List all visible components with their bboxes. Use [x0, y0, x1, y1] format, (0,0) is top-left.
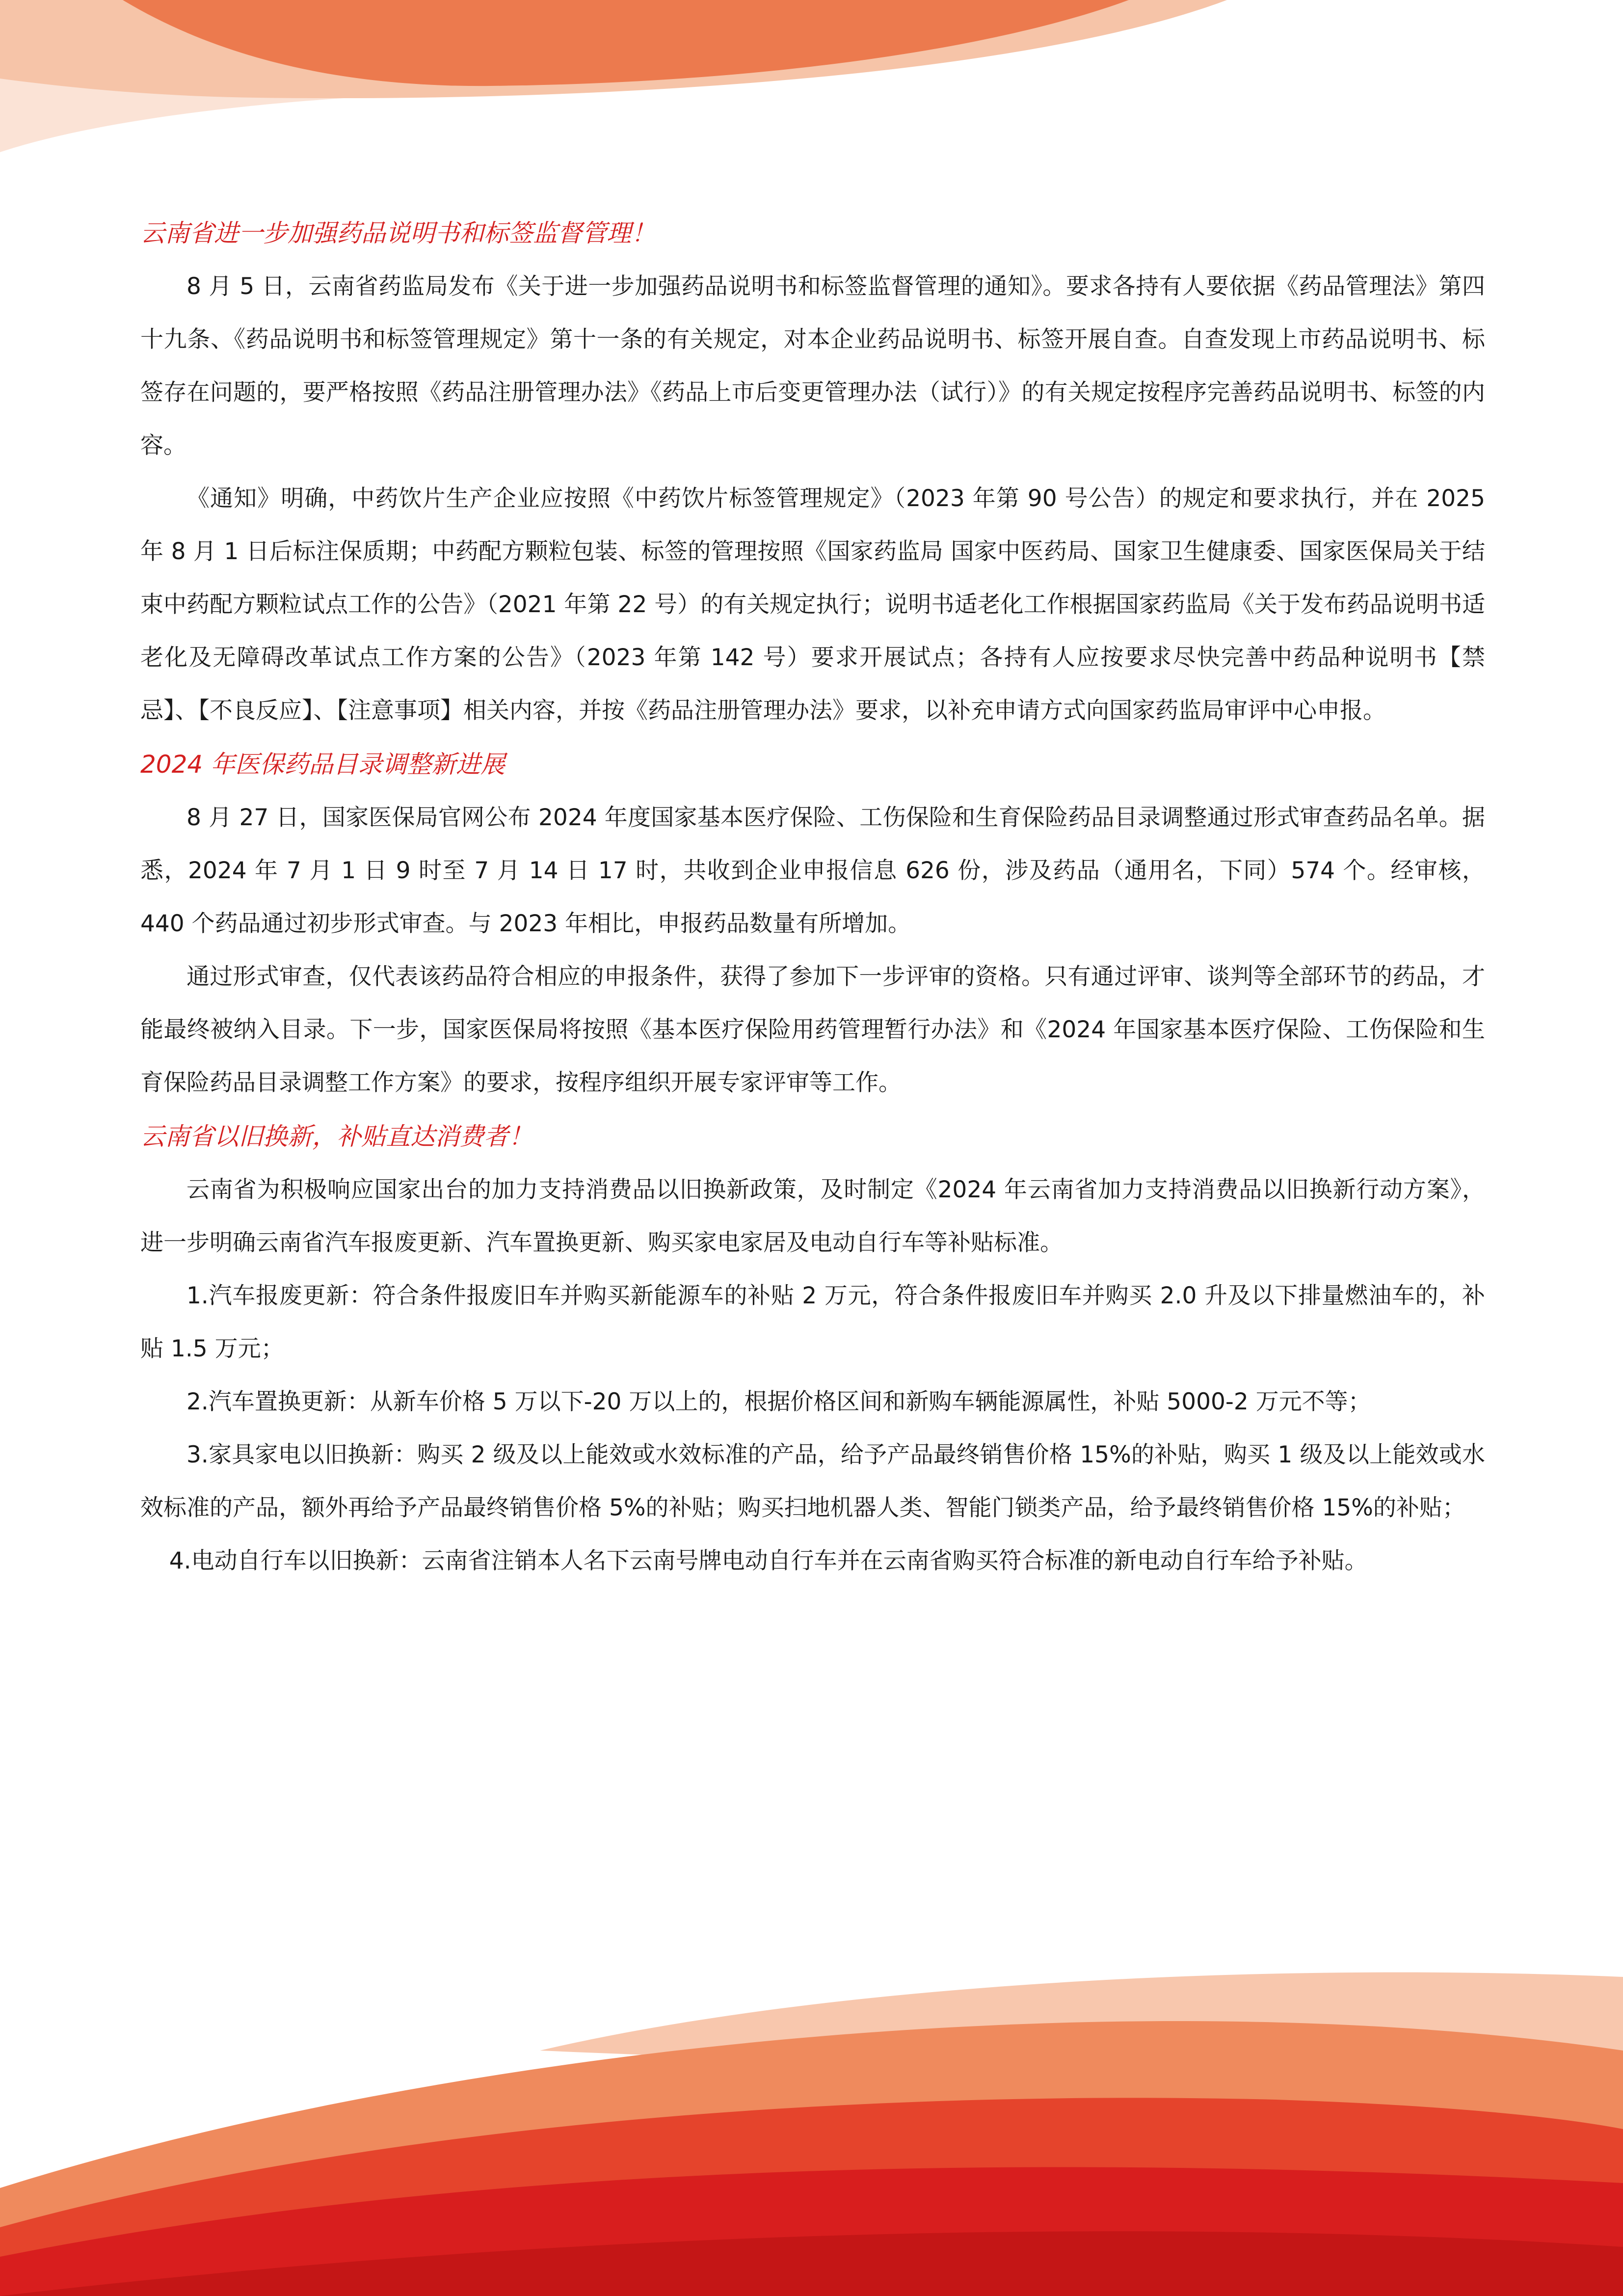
list-item: 2.汽车置换更新：从新车价格 5 万以下-20 万以上的，根据价格区间和新购车辆能源属性，补贴 5000-2 万元不等； [186, 1388, 1371, 1415]
paragraph: 《通知》明确，中药饮片生产企业应按照《中药饮片标签管理规定》（2023 年第 90 号公告）的规定和要求执行，并在 2025 年 8 月 1 日后标注保质期；中药配方颗粒包装、标签的管理按照《国家药监局 国家中医药局、国家卫生健康委、国家医保局关于结束中药配方颗粒试点工作的公告》（2021 年第 22 号）的有关规定执行；说明书适老化工作根据国家药监局《关于发布药品说明书适老化及无障碍改革试点工作方案的公告》（2023 年第 142 号）要求开展试点；各持有人应按要求尽快完善中药品种说明书【禁忌】、【不良反应】、【注意事项】相关内容，并按《药品注册管理办法》要求，以补充申请方式向国家药监局审评中心申报。 [140, 485, 1485, 724]
bottom-wave-decoration [0, 1952, 1623, 2296]
paragraph: 8 月 5 日，云南省药监局发布《关于进一步加强药品说明书和标签监督管理的通知》。要求各持有人要依据《药品管理法》第四十九条、《药品说明书和标签管理规定》第十一条的有关规定，对本企业药品说明书、标签开展自查。自查发现上市药品说明书、标签存在问题的，要严格按照《药品注册管理办法》《药品上市后变更管理办法（试行）》的有关规定按程序完善药品说明书、标签的内容。 [140, 273, 1485, 459]
section-title-trade-in: 云南省以旧换新，补贴直达消费者！ [140, 1122, 533, 1151]
section-title-drug-labels: 云南省进一步加强药品说明书和标签监督管理！ [140, 219, 656, 247]
list-item: 1.汽车报废更新：符合条件报废旧车并购买新能源车的补贴 2 万元，符合条件报废旧车并购买 2.0 升及以下排量燃油车的，补贴 1.5 万元； [140, 1282, 1485, 1362]
top-wave-decoration [0, 0, 1623, 167]
section-title-insurance-catalog: 2024 年医保药品目录调整新进展 [140, 750, 506, 779]
list-item: 4.电动自行车以旧换新：云南省注销本人名下云南号牌电动自行车并在云南省购买符合标准的新电动自行车给予补贴。 [169, 1547, 1368, 1574]
list-item: 3.家具家电以旧换新：购买 2 级及以上能效或水效标准的产品，给予产品最终销售价格 15%的补贴，购买 1 级及以上能效或水效标准的产品，额外再给予产品最终销售价格 5%的补贴；购买扫地机器人类、智能门锁类产品，给予最终销售价格 15%的补贴； [140, 1441, 1485, 1521]
paragraph: 云南省为积极响应国家出台的加力支持消费品以旧换新政策，及时制定《2024 年云南省加力支持消费品以旧换新行动方案》，进一步明确云南省汽车报废更新、汽车置换更新、购买家电家居及电动自行车等补贴标准。 [140, 1176, 1485, 1256]
paragraph: 通过形式审查，仅代表该药品符合相应的申报条件，获得了参加下一步评审的资格。只有通过评审、谈判等全部环节的药品，才能最终被纳入目录。下一步，国家医保局将按照《基本医疗保险用药管理暂行办法》和《2024 年国家基本医疗保险、工伤保险和生育保险药品目录调整工作方案》的要求，按程序组织开展专家评审等工作。 [140, 963, 1485, 1096]
document-body [140, 206, 1485, 1588]
paragraph: 8 月 27 日，国家医保局官网公布 2024 年度国家基本医疗保险、工伤保险和生育保险药品目录调整通过形式审查药品名单。据悉，2024 年 7 月 1 日 9 时至 7 月 14 日 17 时，共收到企业申报信息 626 份，涉及药品（通用名，下同）574 个。经审核，440 个药品通过初步形式审查。与 2023 年相比，申报药品数量有所增加。 [140, 804, 1485, 937]
